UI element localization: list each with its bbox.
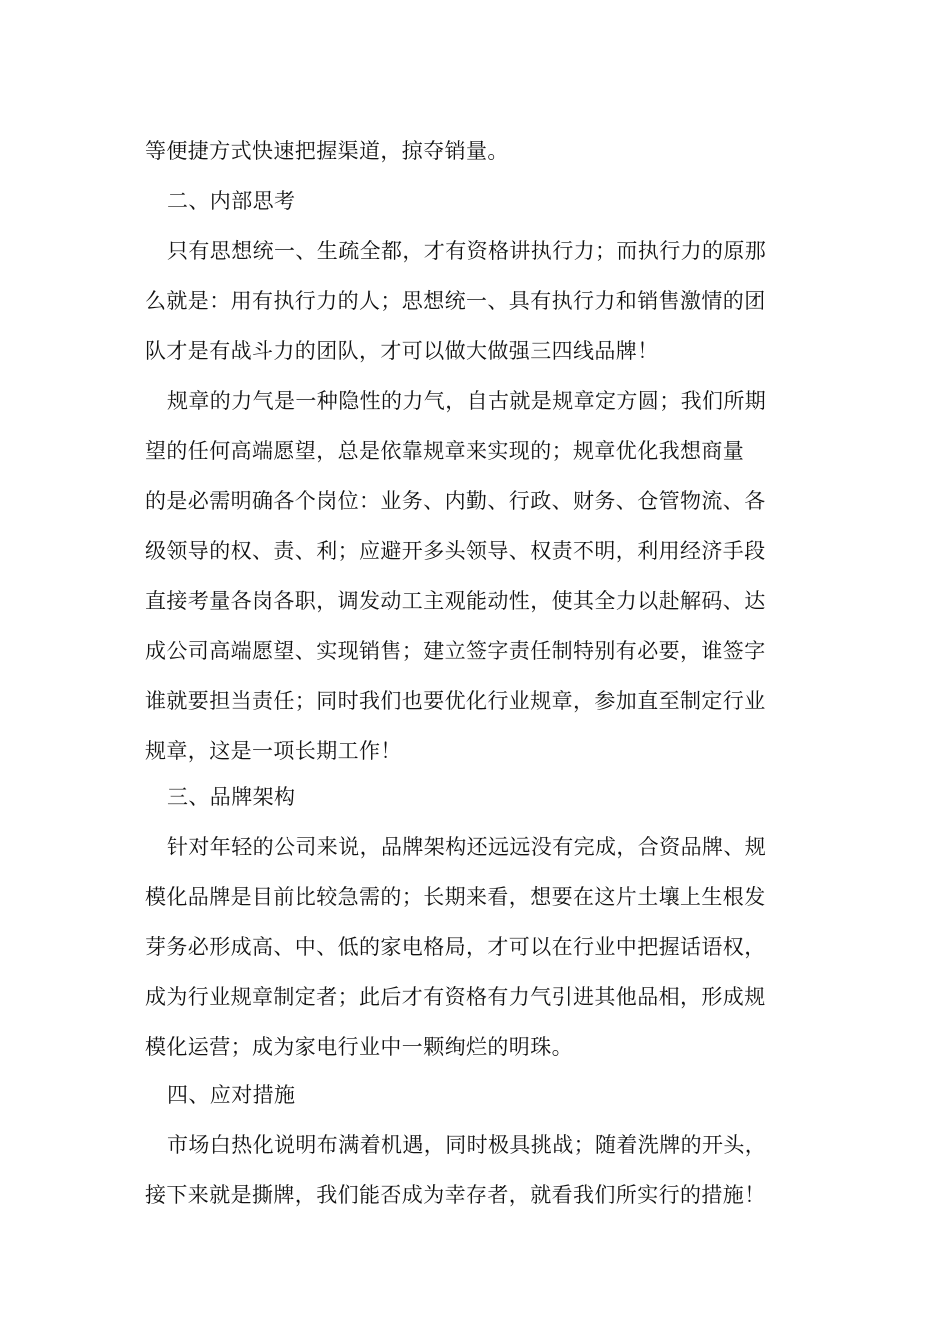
paragraph-line: 的是必需明确各个岗位：业务、内勤、行政、财务、仓管物流、各 bbox=[145, 489, 766, 513]
paragraph-line: 级领导的权、责、利；应避开多头领导、权责不明，利用经济手段 bbox=[145, 539, 766, 563]
paragraph-line: 针对年轻的公司来说，品牌架构还远远没有完成，合资品牌、规 bbox=[167, 835, 767, 859]
paragraph-line: 模化品牌是目前比较急需的；长期来看，想要在这片土壤上生根发 bbox=[145, 885, 766, 909]
section-heading-internal-thinking: 二、内部思考 bbox=[167, 189, 296, 213]
paragraph-line: 只有思想统一、生疏全都，才有资格讲执行力；而执行力的原那 bbox=[167, 239, 767, 263]
paragraph-line: 直接考量各岗各职，调发动工主观能动性，使其全力以赴解码、达 bbox=[145, 589, 766, 613]
paragraph-line: 规章，这是一项长期工作！ bbox=[145, 739, 402, 763]
paragraph-line: 等便捷方式快速把握渠道，掠夺销量。 bbox=[145, 139, 509, 163]
paragraph-line: 么就是：用有执行力的人；思想统一、具有执行力和销售激情的团 bbox=[145, 289, 766, 313]
paragraph-line: 模化运营；成为家电行业中一颗绚烂的明珠。 bbox=[145, 1035, 573, 1059]
paragraph-line: 芽务必形成高、中、低的家电格局，才可以在行业中把握话语权， bbox=[145, 935, 766, 959]
paragraph-line: 成为行业规章制定者；此后才有资格有力气引进其他品相，形成规 bbox=[145, 985, 766, 1009]
paragraph-line: 谁就要担当责任；同时我们也要优化行业规章，参加直至制定行业 bbox=[145, 689, 766, 713]
section-heading-brand-architecture: 三、品牌架构 bbox=[167, 785, 296, 809]
paragraph-line: 规章的力气是一种隐性的力气，自古就是规章定方圆；我们所期 bbox=[167, 389, 767, 413]
paragraph-line: 望的任何高端愿望，总是依靠规章来实现的；规章优化我想商量 bbox=[145, 439, 745, 463]
section-heading-countermeasures: 四、应对措施 bbox=[167, 1083, 296, 1107]
paragraph-line: 成公司高端愿望、实现销售；建立签字责任制特别有必要，谁签字 bbox=[145, 639, 766, 663]
paragraph-line: 市场白热化说明布满着机遇，同时极具挑战；随着洗牌的开头， bbox=[167, 1133, 767, 1157]
paragraph-line: 队才是有战斗力的团队，才可以做大做强三四线品牌！ bbox=[145, 339, 659, 363]
paragraph-line: 接下来就是撕牌，我们能否成为幸存者，就看我们所实行的措施！ bbox=[145, 1183, 766, 1207]
